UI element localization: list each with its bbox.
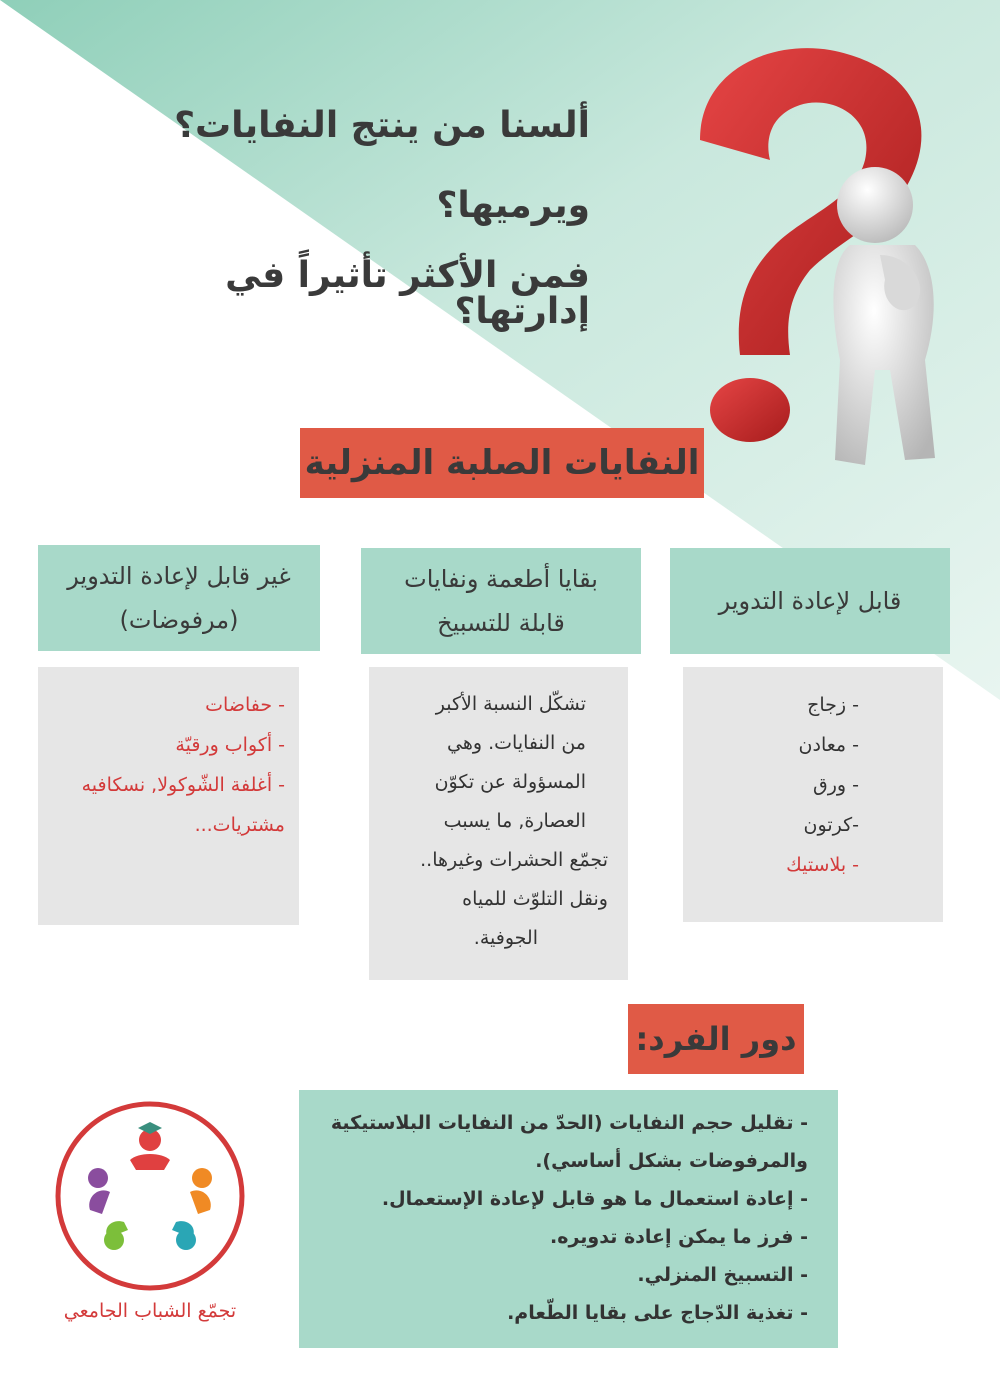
non-recyclable-list-box (38, 667, 299, 925)
question-line-2: ويرميها؟ (436, 185, 590, 226)
category-compostable-label-1: بقايا أطعمة ونفايات (404, 565, 598, 593)
role-item: - التسبيخ المنزلي. (637, 1264, 808, 1286)
recyclable-item-highlight: - بلاستيك (786, 854, 859, 876)
individual-role-list (299, 1090, 838, 1348)
non-recyclable-item: - أكواب ورقيّة (175, 734, 285, 756)
compostable-line: ونقل التلوّث للمياه (462, 888, 608, 910)
category-recyclable-label: قابل لإعادة التدوير (718, 587, 902, 615)
thinking-figure-question-mark-icon (680, 40, 970, 480)
recyclable-item: -كرتون (803, 814, 859, 836)
compostable-line: تجمّع الحشرات وغيرها.. (420, 849, 608, 871)
recyclable-item: - ورق (813, 774, 859, 796)
category-non-recyclable-header (38, 545, 320, 651)
main-title: النفايات الصلبة المنزلية (300, 428, 704, 498)
role-item: - فرز ما يمكن إعادة تدويره. (550, 1226, 808, 1248)
recyclable-item: - معادن (798, 734, 859, 756)
recyclable-list-box (683, 667, 943, 922)
compostable-line: العصارة, ما يسبب (443, 810, 586, 832)
non-recyclable-item: مشتريات... (194, 814, 285, 836)
people-circle-logo-icon (52, 1098, 248, 1294)
compostable-line: تشكّل النسبة الأكبر (435, 693, 586, 715)
recyclable-item: - زجاج (807, 694, 859, 716)
category-non-recyclable-label-2: (مرفوضات) (119, 606, 239, 634)
compostable-line: الجوفية. (473, 927, 538, 949)
category-compostable-label-2: قابلة للتسبيخ (437, 609, 565, 637)
role-item: - تقليل حجم النفايات (الحدّ من النفايات البلاستيكية (330, 1112, 808, 1134)
non-recyclable-item: - حفاضات (205, 694, 285, 716)
category-compostable-header (361, 548, 641, 654)
compostable-text-box (369, 667, 628, 980)
role-item: - تغذية الدّجاج على بقايا الطّعام. (507, 1302, 808, 1324)
role-item: - إعادة استعمال ما هو قابل لإعادة الإستعمال. (381, 1188, 808, 1210)
question-line-1: ألسنا من ينتج النفايات؟ (174, 105, 590, 146)
category-non-recyclable-label-1: غير قابل لإعادة التدوير (67, 562, 291, 590)
question-line-3: فمن الأكثر تأثيراً في إدارتها؟ (225, 255, 590, 332)
compostable-line: المسؤولة عن تكوّن (434, 771, 586, 793)
role-item: والمرفوضات بشكل أساسي). (535, 1150, 808, 1172)
logo-name: تجمّع الشباب الجامعي (63, 1300, 237, 1322)
compostable-line: من النفايات. وهي (447, 732, 586, 754)
individual-role-title: دور الفرد: (628, 1004, 804, 1074)
non-recyclable-item: - أغلفة الشّوكولا, نسكافيه (81, 774, 285, 796)
category-recyclable-header (670, 548, 950, 654)
